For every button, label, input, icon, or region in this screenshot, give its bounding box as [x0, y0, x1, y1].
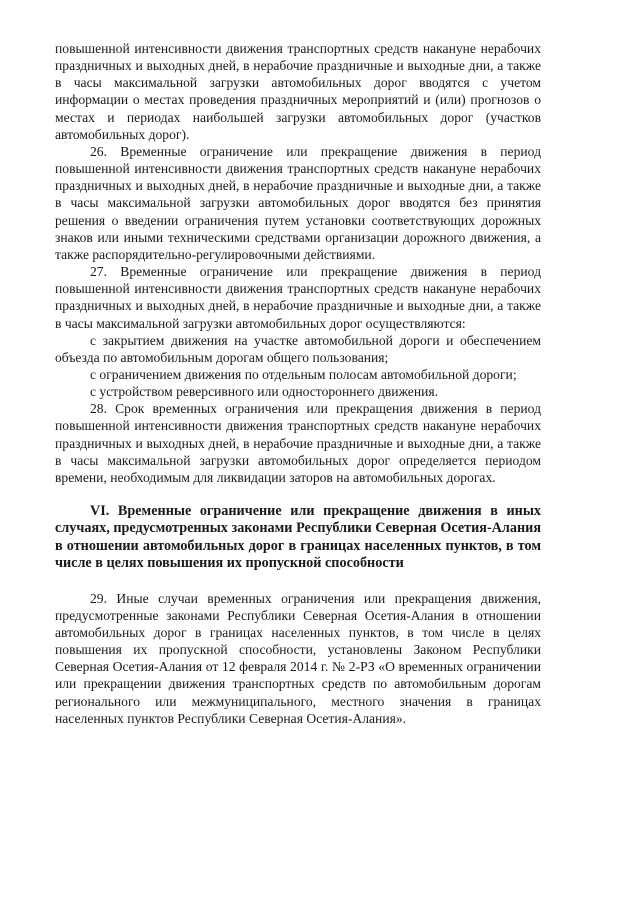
- paragraph-27-item-1: с закрытием движения на участке автомобильной дороги и обеспечением объезда по автомобильным дорогам общего пользования;: [55, 332, 541, 365]
- paragraph-26: 26. Временные ограничение или прекращение движения в период повышенной интенсивности движения транспортных средств накануне нерабочих праздничных и выходных дней, в нерабочие праздничные и выходные дни, а также в часы максимальной загрузки автомобильных дорог вводятся без принятия решения о введении ограничения путем установки соответствующих дорожных знаков или иными техническими средствами организации дорожного движения, а также распорядительно-регулировочными действиями.: [55, 143, 541, 262]
- spacer: [55, 573, 541, 590]
- document-body: [55, 40, 541, 727]
- paragraph-27-item-3: с устройством реверсивного или одностороннего движения.: [90, 384, 439, 400]
- paragraph-29: 29. Иные случаи временных ограничения или прекращения движения, предусмотренные законами Республики Северная Осетия-Алания в отношении автомобильных дорог в границах населенных пунктов, в том числе в целях повышения их пропускной способности, установлены Законом Республики Северная Осетия-Алания от 12 февраля 2014 г. № 2-РЗ «О временных ограничении или прекращении движения транспортных средств по автомобильным дорогам регионального или межмуниципального, местного значения в границах населенных пунктов Республики Северная Осетия-Алания».: [55, 590, 541, 726]
- paragraph-27: 27. Временные ограничение или прекращение движения в период повышенной интенсивности движения транспортных средств накануне нерабочих праздничных и выходных дней, в нерабочие праздничные и выходные дни, а также в часы максимальной загрузки автомобильных дорог осуществляются:: [55, 264, 541, 331]
- paragraph-28: 28. Срок временных ограничения или прекращения движения в период повышенной интенсивности движения транспортных средств накануне нерабочих праздничных и выходных дней, в нерабочие праздничные и выходные дни, а также в часы максимальной загрузки автомобильных дорог определяется периодом времени, необходимым для ликвидации заторов на автомобильных дорогах.: [55, 401, 541, 485]
- paragraph-25-continuation: повышенной интенсивности движения транспортных средств накануне нерабочих праздничных и выходных дней, в нерабочие праздничные и выходные дни, а также в часы максимальной загрузки автомобильных дорог вводятся с учетом информации о местах проведения праздничных мероприятий и (или) прогнозов о местах и периодах наибольшей загрузки автомобильных дорог (участков автомобильных дорог).: [55, 41, 541, 142]
- spacer: [55, 486, 541, 503]
- section-heading: VI. Временные ограничение или прекращение движения в иных случаях, предусмотренных законами Республики Северная Осетия-Алания в отношении автомобильных дорог в границах населенных пунктов, в том числе в целях повышения их пропускной способности: [55, 503, 541, 572]
- paragraph-27-item-2: с ограничением движения по отдельным полосам автомобильной дороги;: [90, 366, 517, 382]
